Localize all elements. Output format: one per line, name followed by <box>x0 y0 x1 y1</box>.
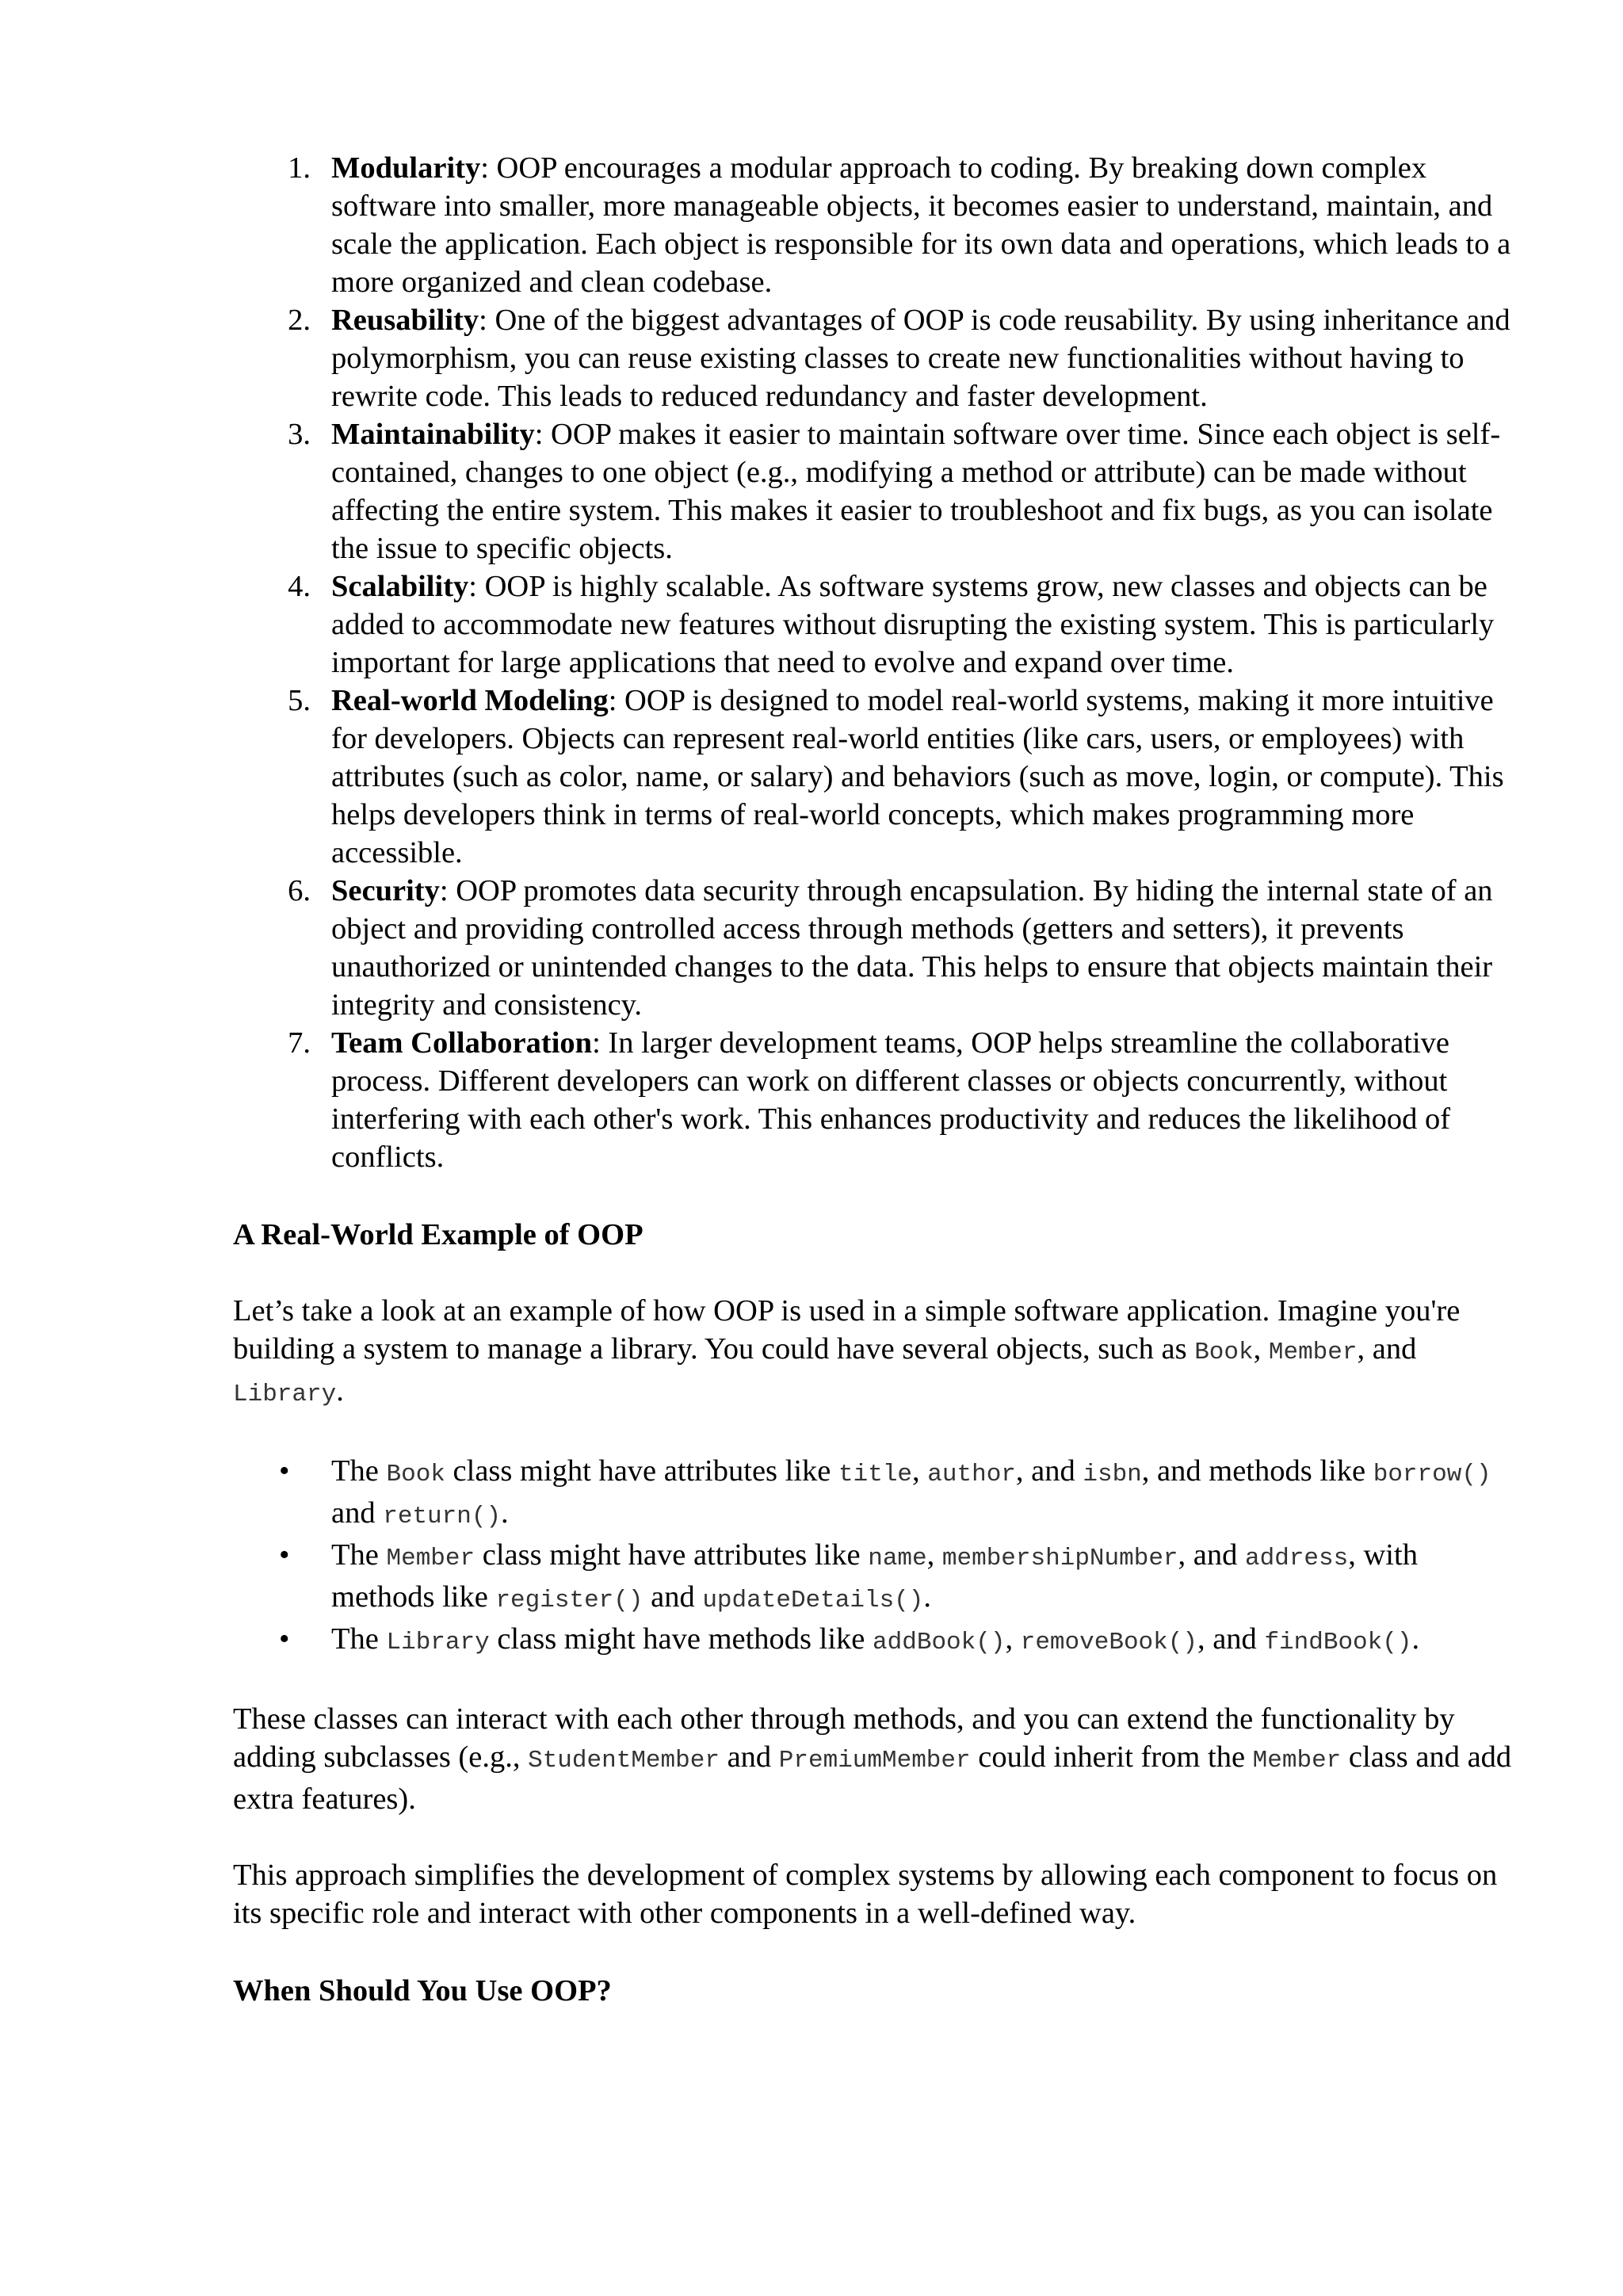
benefit-term: Security <box>331 874 440 907</box>
benefit-text: OOP is highly scalable. As software systems grow, new classes and objects can be added to accommodate new features without disrupting the existing system. This is particularly important for large applications that need to evolve and expand over time. <box>331 570 1495 679</box>
benefit-term: Modularity <box>331 151 481 185</box>
list-item-book-class: • The Book class might have attributes like title, author, and isbn, and methods like borrow() and return(). <box>331 1452 1518 1536</box>
benefit-text: OOP encourages a modular approach to coding. By breaking down complex software into smaller, more manageable objects, it becomes easier to understand, maintain, and scale the application. Each object is responsible for its own data and operations, which leads to a more organized and clean codebase. <box>331 151 1511 299</box>
benefit-term: Maintainability <box>331 418 535 451</box>
benefit-term: Team Collaboration <box>331 1026 593 1060</box>
oop-benefits-list <box>233 149 1518 1176</box>
subclass-paragraph: These classes can interact with each other through methods, and you can extend the functionality by adding subclasses (e.g., StudentMember and PremiumMember could inherit from the Member class and add extra features). <box>233 1702 1512 1816</box>
list-item: Scalability: OOP is highly scalable. As software systems grow, new classes and objects can be added to accommodate new features without disrupting the existing system. This is particularly important for large applications that need to evolve and expand over time. <box>331 570 1495 679</box>
benefit-term: Real-world Modeling <box>331 684 609 717</box>
benefit-term: Scalability <box>331 570 469 603</box>
list-item-member-class: • The Member class might have attributes like name, membershipNumber, and address, with methods like register() and updateDetails(). <box>331 1536 1518 1620</box>
list-item: Real-world Modeling: OOP is designed to model real-world systems, making it more intuitive for developers. Objects can represent real-world entities (like cars, users, or employees) with attributes (such as color, name, or salary) and behaviors (such as move, login, or compute). This helps developers think in terms of real-world concepts, which makes programming more accessible. <box>331 684 1504 869</box>
benefit-term: Reusability <box>331 304 479 337</box>
code-member: Member <box>1268 1339 1358 1366</box>
benefit-text: OOP makes it easier to maintain software over time. Since each object is self-contained, changes to one object (e.g., modifying a method or attribute) can be made without affecting the entire system. This makes it easier to troubleshoot and fix bugs, as you can isolate the issue to specific objects. <box>331 418 1501 565</box>
approach-paragraph: This approach simplifies the development of complex systems by allowing each component to focus on its specific role and interact with other components in a well-defined way. <box>233 1859 1498 1930</box>
class-bullet-list <box>233 1452 1518 1662</box>
benefit-text: In larger development teams, OOP helps streamline the collaborative process. Different developers can work on different classes or objects concurrently, without interfering with each other's work. This enhances productivity and reduces the likelihood of conflicts. <box>331 1026 1451 1174</box>
example-heading: A Real-World Example of OOP <box>233 1218 643 1251</box>
benefit-text: OOP is designed to model real-world systems, making it more intuitive for developers. Objects can represent real-world entities (like cars, users, or employees) with attributes (such as color, name, or salary) and behaviors (such as move, login, or compute). This helps developers think in terms of real-world concepts, which makes programming more accessible. <box>331 684 1504 869</box>
document-page <box>233 149 1518 2010</box>
code-library: Library <box>233 1381 337 1408</box>
intro-paragraph: Let’s take a look at an example of how OOP is used in a simple software application. Imagine you're building a system to manage a library. You could have several objects, such as Book, Member, and Library. <box>233 1294 1461 1408</box>
list-item: Security: OOP promotes data security through encapsulation. By hiding the internal state of an object and providing controlled access through methods (getters and setters), it prevents unauthorized or unintended changes to the data. This helps to ensure that objects maintain their integrity and consistency. <box>331 874 1493 1022</box>
list-item-library-class: • The Library class might have methods like addBook(), removeBook(), and findBook(). <box>331 1620 1518 1662</box>
code-book: Book <box>1194 1339 1254 1366</box>
benefit-text: OOP promotes data security through encapsulation. By hiding the internal state of an object and providing controlled access through methods (getters and setters), it prevents unauthorized or unintended changes to the data. This helps to ensure that objects maintain their integrity and consistency. <box>331 874 1493 1022</box>
list-item: Maintainability: OOP makes it easier to maintain software over time. Since each object is self-contained, changes to one object (e.g., modifying a method or attribute) can be made without affecting the entire system. This makes it easier to troubleshoot and fix bugs, as you can isolate the issue to specific objects. <box>331 418 1501 565</box>
list-item: Team Collaboration: In larger development teams, OOP helps streamline the collaborative process. Different developers can work on different classes or objects concurrently, without interfering with each other's work. This enhances productivity and reduces the likelihood of conflicts. <box>331 1026 1451 1174</box>
when-heading: When Should You Use OOP? <box>233 1974 612 2008</box>
list-item: Modularity: OOP encourages a modular approach to coding. By breaking down complex software into smaller, more manageable objects, it becomes easier to understand, maintain, and scale the application. Each object is responsible for its own data and operations, which leads to a more organized and clean codebase. <box>331 151 1511 299</box>
list-item: Reusability: One of the biggest advantages of OOP is code reusability. By using inheritance and polymorphism, you can reuse existing classes to create new functionalities without having to rewrite code. This leads to reduced redundancy and faster development. <box>331 304 1510 413</box>
benefit-text: One of the biggest advantages of OOP is code reusability. By using inheritance and polymorphism, you can reuse existing classes to create new functionalities without having to rewrite code. This leads to reduced redundancy and faster development. <box>331 304 1510 413</box>
